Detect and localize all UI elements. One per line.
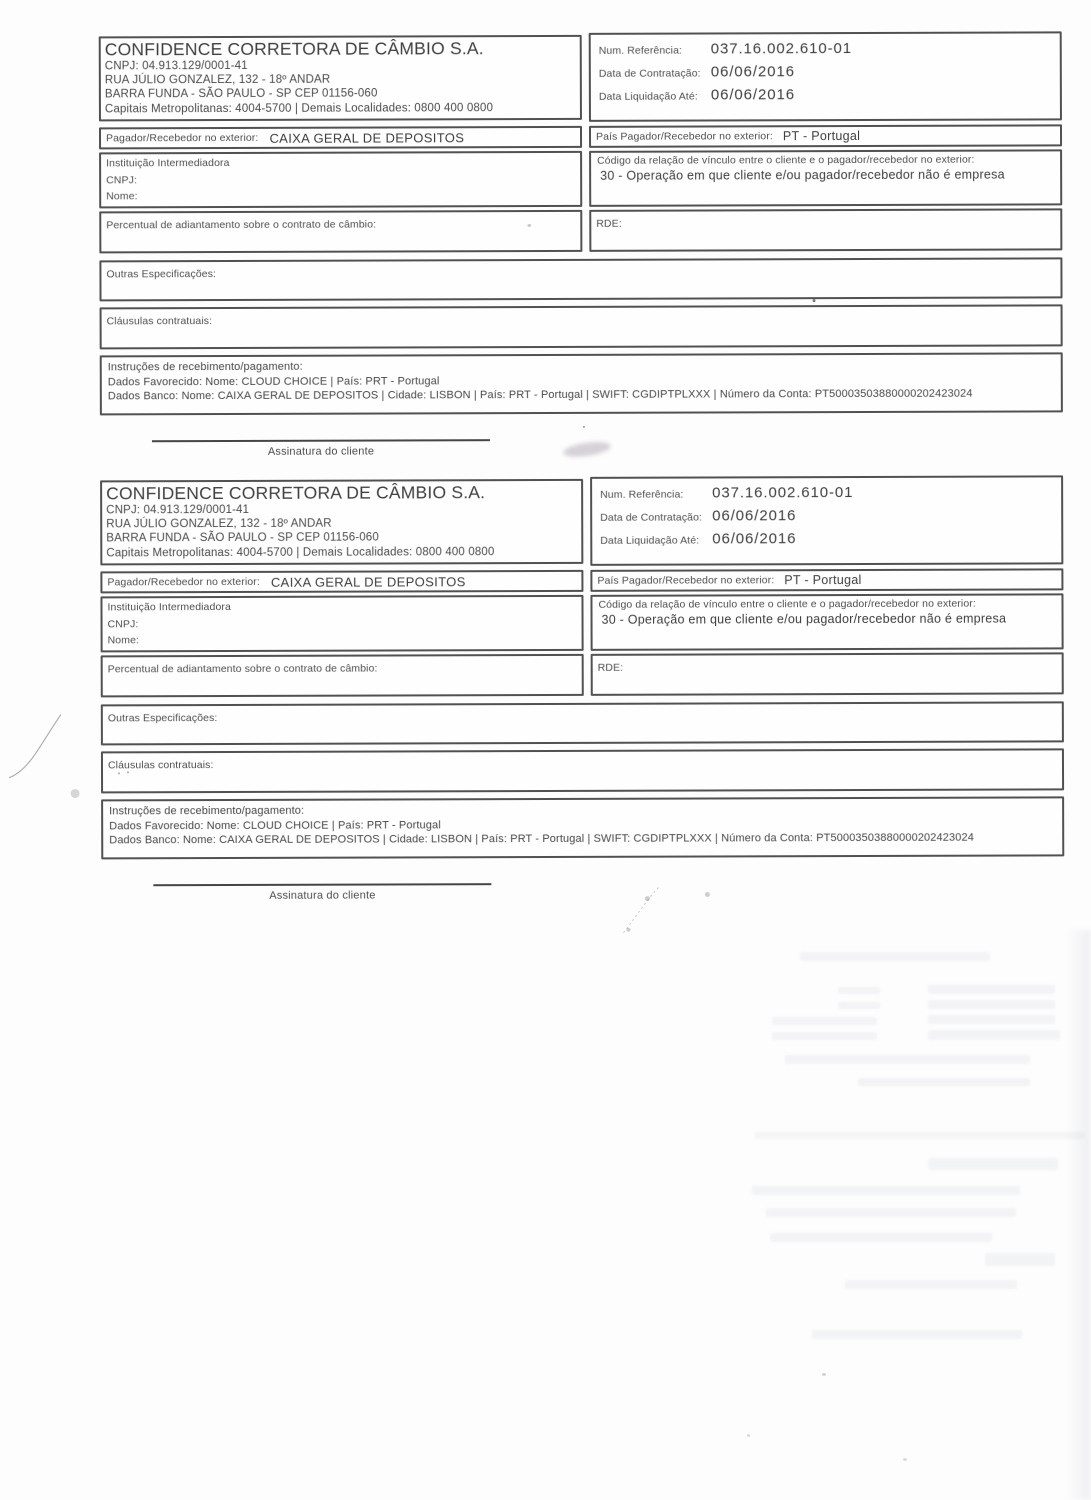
link-code-label: Código da relação de vínculo entre o cliente e o pagador/recebedor no exterior: [598,597,976,611]
settlement-date-value: 06/06/2016 [712,530,797,548]
signature-line [152,439,490,442]
link-code-label: Código da relação de vínculo entre o cliente e o pagador/recebedor no exterior: [597,153,975,167]
signature-area [152,439,490,458]
intermediary-cnpj-label: CNPJ: [106,173,138,186]
intermediary-title: Instituição Intermediadora [107,600,231,614]
instructions-box [101,796,1064,859]
contract-date-row [599,62,1056,86]
settlement-date-label: Data Liquidação Até: [600,534,700,547]
company-address-line2: BARRA FUNDA - SÃO PAULO - SP CEP 01156-060 [104,87,378,101]
signature-line [153,883,491,886]
intermediary-box [100,595,583,653]
other-specs-row [99,257,1062,301]
other-specs-label: Outras Especificações: [107,712,218,725]
payer-box [99,126,582,150]
instructions-bank: Dados Banco: Nome: CAIXA GERAL DE DEPOSITOS | Cidade: LISBON | País: PRT - Portugal | SWIFT: CGDIPTPLXXX | Número da Conta: PT50003503880000202423024 [107,387,973,403]
intermediary-name-label: Nome: [106,190,138,203]
instructions-bank: Dados Banco: Nome: CAIXA GERAL DE DEPOSITOS | Cidade: LISBON | País: PRT - Portugal | SWIFT: CGDIPTPLXXX | Número da Conta: PT50003503880000202423024 [109,831,974,847]
scan-edge-shadow [1065,930,1091,1500]
advance-label: Percentual de adiantamento sobre o contrato de câmbio: [106,218,377,232]
reference-number-value: 037.16.002.610-01 [712,484,854,502]
rde-box [589,208,1062,251]
link-code-box [589,149,1062,206]
signature-label: Assinatura do cliente [267,445,375,458]
settlement-date-label: Data Liquidação Até: [598,90,698,103]
clauses-box [100,304,1063,349]
instructions-row [101,796,1064,859]
company-cnpj: CNPJ: 04.913.129/0001-41 [104,59,248,73]
company-cnpj: CNPJ: 04.913.129/0001-41 [106,503,250,517]
instructions-box [100,352,1063,415]
country-box [589,124,1062,147]
contract-date-row [600,506,1057,530]
reference-box [590,475,1063,565]
instructions-row [100,352,1063,415]
intermediary-row [99,149,1062,208]
header-row [100,475,1063,567]
rde-label: RDE: [597,661,624,674]
payer-row [100,568,1063,593]
intermediary-title: Instituição Intermediadora [106,156,230,170]
payer-label: Pagador/Recebedor no exterior: [107,575,260,589]
country-box [590,568,1063,591]
payer-row [99,124,1062,149]
pen-stroke-mark [1,701,111,811]
country-label: País Pagador/Recebedor no exterior: [597,574,775,587]
company-address-line1: RUA JÚLIO GONZALEZ, 132 - 18º ANDAR [106,517,332,531]
payer-box [100,570,583,594]
other-specs-label: Outras Especificações: [106,268,217,281]
other-specs-box [101,701,1064,745]
advance-box [101,654,584,698]
clauses-label: Cláusulas contratuais: [107,759,214,772]
signature-label: Assinatura do cliente [269,889,376,902]
reference-number-label: Num. Referência: [598,44,683,57]
rde-box [591,652,1064,695]
advance-label: Percentual de adiantamento sobre o contrato de câmbio: [107,662,378,676]
clauses-row [101,748,1064,793]
payer-value: CAIXA GERAL DE DEPOSITOS [270,573,466,590]
link-code-value: 30 - Operação em que cliente e/ou pagador/recebedor não é empresa [600,167,1005,183]
clauses-row [100,304,1063,349]
other-specs-row [101,701,1064,745]
advance-box [99,210,582,254]
company-header-box [100,479,583,566]
reference-box [589,31,1062,121]
company-address-line1: RUA JÚLIO GONZALEZ, 132 - 18º ANDAR [104,73,331,87]
company-phones: Capitais Metropolitanas: 4004-5700 | Demais Localidades: 0800 400 0800 [106,545,495,559]
settlement-date-row [599,85,1056,109]
country-value: PT - Portugal [784,573,862,588]
header-row [99,31,1062,123]
advance-row [101,652,1064,697]
intermediary-name-label: Nome: [107,634,140,647]
rde-label: RDE: [596,217,622,230]
contract-date-label: Data de Contratação: [600,511,703,524]
signature-area [153,883,491,902]
reference-number-value: 037.16.002.610-01 [710,40,853,58]
contract-copy-2 [100,475,1064,902]
payer-label: Pagador/Recebedor no exterior: [106,131,259,145]
intermediary-row [100,593,1063,652]
company-name: CONFIDENCE CORRETORA DE CÂMBIO S.A. [106,482,486,504]
link-code-box [590,593,1063,650]
company-address-line2: BARRA FUNDA - SÃO PAULO - SP CEP 01156-060 [106,531,379,545]
country-value: PT - Portugal [782,129,861,144]
advance-row [99,208,1062,253]
payer-value: CAIXA GERAL DE DEPOSITOS [269,129,465,146]
instructions-title: Instruções de recebimento/pagamento: [109,804,305,818]
instructions-title: Instruções de recebimento/pagamento: [107,360,303,374]
clauses-box [101,748,1064,793]
other-specs-box [99,257,1062,301]
settlement-date-row [600,529,1057,553]
instructions-favored: Dados Favorecido: Nome: CLOUD CHOICE | País: PRT - Portugal [107,374,440,388]
instructions-favored: Dados Favorecido: Nome: CLOUD CHOICE | País: PRT - Portugal [109,818,441,832]
clauses-label: Cláusulas contratuais: [106,315,213,328]
company-header-box [99,35,582,122]
reference-number-row [599,39,1056,63]
company-phones: Capitais Metropolitanas: 4004-5700 | Demais Localidades: 0800 400 0800 [104,101,494,115]
country-label: País Pagador/Recebedor no exterior: [595,130,773,143]
settlement-date-value: 06/06/2016 [710,86,795,104]
contract-date-value: 06/06/2016 [710,63,795,81]
company-name: CONFIDENCE CORRETORA DE CÂMBIO S.A. [104,38,484,60]
link-code-value: 30 - Operação em que cliente e/ou pagador/recebedor não é empresa [601,611,1007,627]
contract-date-label: Data de Contratação: [598,67,701,80]
intermediary-cnpj-label: CNPJ: [107,617,139,630]
reference-number-label: Num. Referência: [600,488,684,501]
contract-copy-1 [99,31,1063,458]
intermediary-box [99,151,582,209]
contract-date-value: 06/06/2016 [712,507,797,525]
reference-number-row [600,483,1057,507]
